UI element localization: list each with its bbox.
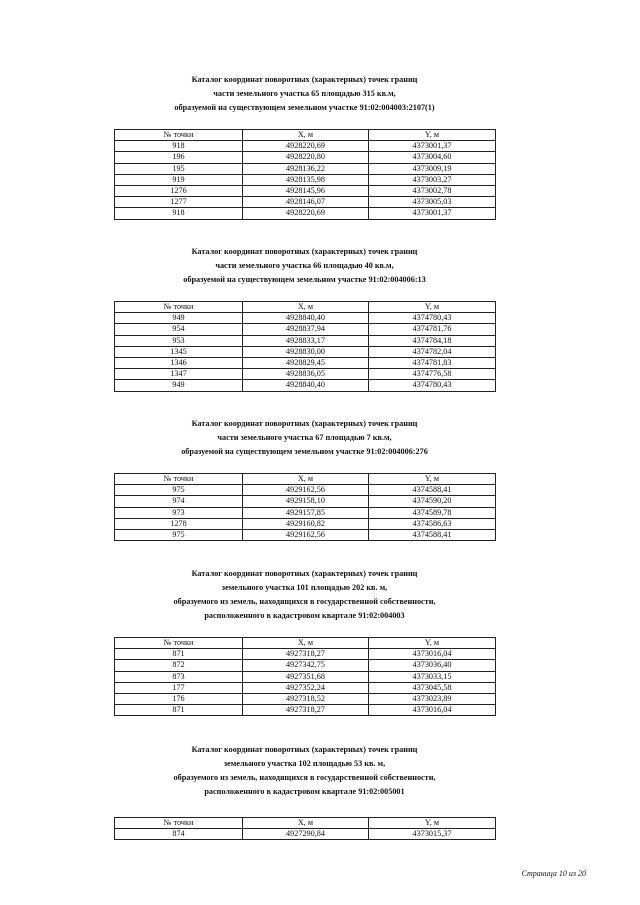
table-header-row xyxy=(115,818,496,829)
table-header-row xyxy=(115,302,496,313)
cell-point: 953 xyxy=(115,335,243,346)
section-title-line: Каталог координат поворотных (характерных) точек границ xyxy=(191,569,418,578)
header-y: Y, м xyxy=(369,638,496,649)
cell-x: 4928837,94 xyxy=(243,324,369,335)
cell-x: 4928146,07 xyxy=(243,197,369,208)
cell-point: 973 xyxy=(115,507,243,518)
cell-y: 4374588,41 xyxy=(369,485,496,496)
cell-y: 4373004,60 xyxy=(369,152,496,163)
table-row xyxy=(115,829,496,840)
cell-y: 4374781,83 xyxy=(369,357,496,368)
cell-point: 975 xyxy=(115,485,243,496)
header-x: X, м xyxy=(243,638,369,649)
cell-y: 4374776,58 xyxy=(369,369,496,380)
section-title-line: образуемого из земель, находящихся в государственной собственности, xyxy=(173,597,436,606)
section-title-line: расположенного в кадастровом квартале 91:02:005001 xyxy=(204,787,405,796)
cell-y: 4374781,76 xyxy=(369,324,496,335)
cell-point: 1347 xyxy=(115,369,243,380)
cell-y: 4373023,89 xyxy=(369,693,496,704)
section-title-line: образуемой на существующем земельном участке 91:02:004006:13 xyxy=(183,275,426,284)
cell-point: 949 xyxy=(115,380,243,391)
cell-point: 1278 xyxy=(115,518,243,529)
header-x: X, м xyxy=(243,474,369,485)
cell-x: 4928833,17 xyxy=(243,335,369,346)
cell-y: 4373016,04 xyxy=(369,705,496,716)
cell-point: 1276 xyxy=(115,185,243,196)
section-title-line: части земельного участка 66 площадью 40 кв.м, xyxy=(215,261,394,270)
cell-x: 4928135,98 xyxy=(243,174,369,185)
cell-y: 4374780,43 xyxy=(369,313,496,324)
coordinates-table xyxy=(114,129,496,220)
header-y: Y, м xyxy=(369,818,496,829)
table-row xyxy=(115,174,496,185)
cell-y: 4373002,78 xyxy=(369,185,496,196)
header-point: № точки xyxy=(115,818,243,829)
header-point: № точки xyxy=(115,638,243,649)
table-row xyxy=(115,496,496,507)
section-title-line: образуемого из земель, находящихся в государственной собственности, xyxy=(173,773,436,782)
table-row xyxy=(115,185,496,196)
cell-x: 4927290,84 xyxy=(243,829,369,840)
cell-x: 4928220,69 xyxy=(243,208,369,219)
cell-point: 1345 xyxy=(115,346,243,357)
table-row xyxy=(115,529,496,540)
table-row xyxy=(115,208,496,219)
section-title-line: части земельного участка 65 площадью 315 кв.м, xyxy=(213,89,396,98)
cell-x: 4929158,10 xyxy=(243,496,369,507)
section-title-line: Каталог координат поворотных (характерных) точек границ xyxy=(191,75,418,84)
catalog-section xyxy=(114,743,495,839)
header-x: X, м xyxy=(243,302,369,313)
table-row xyxy=(115,660,496,671)
cell-x: 4929160,82 xyxy=(243,518,369,529)
cell-x: 4928830,00 xyxy=(243,346,369,357)
table-row xyxy=(115,369,496,380)
cell-point: 918 xyxy=(115,208,243,219)
cell-point: 873 xyxy=(115,671,243,682)
table-header-row xyxy=(115,474,496,485)
section-title-line: Каталог координат поворотных (характерных) точек границ xyxy=(191,247,418,256)
cell-y: 4373009,19 xyxy=(369,163,496,174)
cell-x: 4929162,56 xyxy=(243,485,369,496)
header-y: Y, м xyxy=(369,302,496,313)
cell-y: 4373001,37 xyxy=(369,141,496,152)
cell-point: 954 xyxy=(115,324,243,335)
cell-point: 974 xyxy=(115,496,243,507)
cell-x: 4928836,05 xyxy=(243,369,369,380)
header-x: X, м xyxy=(243,130,369,141)
table-row xyxy=(115,671,496,682)
section-title-line: расположенного в кадастровом квартале 91:02:004003 xyxy=(204,611,405,620)
cell-point: 871 xyxy=(115,705,243,716)
cell-x: 4927318,52 xyxy=(243,693,369,704)
cell-y: 4374784,18 xyxy=(369,335,496,346)
cell-x: 4929157,85 xyxy=(243,507,369,518)
section-title-line: части земельного участка 67 площадью 7 кв.м, xyxy=(217,433,392,442)
table-row xyxy=(115,141,496,152)
section-title-line: земельного участка 102 площадью 53 кв. м, xyxy=(223,759,386,768)
table-row xyxy=(115,357,496,368)
table-row xyxy=(115,313,496,324)
table-row xyxy=(115,507,496,518)
cell-y: 4374589,78 xyxy=(369,507,496,518)
cell-x: 4928220,80 xyxy=(243,152,369,163)
cell-y: 4373001,37 xyxy=(369,208,496,219)
table-row xyxy=(115,485,496,496)
header-y: Y, м xyxy=(369,130,496,141)
cell-y: 4374780,43 xyxy=(369,380,496,391)
cell-point: 975 xyxy=(115,529,243,540)
header-x: X, м xyxy=(243,818,369,829)
cell-x: 4927351,68 xyxy=(243,671,369,682)
table-row xyxy=(115,197,496,208)
cell-point: 871 xyxy=(115,649,243,660)
table-row xyxy=(115,335,496,346)
cell-y: 4374588,41 xyxy=(369,529,496,540)
cell-y: 4374590,20 xyxy=(369,496,496,507)
catalog-section xyxy=(114,245,495,390)
cell-point: 1277 xyxy=(115,197,243,208)
header-y: Y, м xyxy=(369,474,496,485)
catalog-section xyxy=(114,73,495,218)
cell-point: 195 xyxy=(115,163,243,174)
cell-x: 4928840,40 xyxy=(243,380,369,391)
table-row xyxy=(115,324,496,335)
table-row xyxy=(115,693,496,704)
header-point: № точки xyxy=(115,474,243,485)
coordinates-table xyxy=(114,817,496,840)
cell-point: 1346 xyxy=(115,357,243,368)
section-title-line: Каталог координат поворотных (характерных) точек границ xyxy=(191,745,418,754)
table-row xyxy=(115,682,496,693)
header-point: № точки xyxy=(115,130,243,141)
coordinates-table xyxy=(114,637,496,716)
cell-x: 4927352,24 xyxy=(243,682,369,693)
header-point: № точки xyxy=(115,302,243,313)
cell-point: 918 xyxy=(115,141,243,152)
cell-y: 4373045,58 xyxy=(369,682,496,693)
table-header-row xyxy=(115,638,496,649)
table-row xyxy=(115,163,496,174)
cell-point: 177 xyxy=(115,682,243,693)
catalog-section xyxy=(114,567,495,715)
table-row xyxy=(115,649,496,660)
table-row xyxy=(115,346,496,357)
cell-point: 919 xyxy=(115,174,243,185)
cell-x: 4928829,45 xyxy=(243,357,369,368)
cell-x: 4929162,56 xyxy=(243,529,369,540)
cell-y: 4373015,37 xyxy=(369,829,496,840)
section-title-line: земельного участка 101 площадью 202 кв. м, xyxy=(221,583,388,592)
cell-point: 874 xyxy=(115,829,243,840)
table-row xyxy=(115,705,496,716)
cell-y: 4373005,03 xyxy=(369,197,496,208)
cell-y: 4373003,27 xyxy=(369,174,496,185)
table-row xyxy=(115,380,496,391)
cell-x: 4928840,40 xyxy=(243,313,369,324)
cell-y: 4373036,40 xyxy=(369,660,496,671)
section-title-line: образуемой на существующем земельном участке 91:02:004003:2107(1) xyxy=(174,103,435,112)
cell-x: 4927318,27 xyxy=(243,705,369,716)
cell-point: 176 xyxy=(115,693,243,704)
table-header-row xyxy=(115,130,496,141)
cell-y: 4374782,04 xyxy=(369,346,496,357)
section-title-line: Каталог координат поворотных (характерных) точек границ xyxy=(191,419,418,428)
catalog-section xyxy=(114,417,495,540)
cell-x: 4927318,27 xyxy=(243,649,369,660)
table-row xyxy=(115,518,496,529)
cell-point: 872 xyxy=(115,660,243,671)
coordinates-table xyxy=(114,301,496,392)
cell-point: 949 xyxy=(115,313,243,324)
cell-x: 4928136,22 xyxy=(243,163,369,174)
cell-y: 4373033,15 xyxy=(369,671,496,682)
cell-x: 4928220,69 xyxy=(243,141,369,152)
coordinates-table xyxy=(114,473,496,541)
section-title-line: образуемой на существующем земельном участке 91:02:004006:276 xyxy=(181,447,428,456)
cell-x: 4928145,96 xyxy=(243,185,369,196)
page-number: Страница 10 из 20 xyxy=(521,869,586,878)
cell-x: 4927342,75 xyxy=(243,660,369,671)
cell-point: 196 xyxy=(115,152,243,163)
cell-y: 4374586,63 xyxy=(369,518,496,529)
cell-y: 4373016,04 xyxy=(369,649,496,660)
table-row xyxy=(115,152,496,163)
